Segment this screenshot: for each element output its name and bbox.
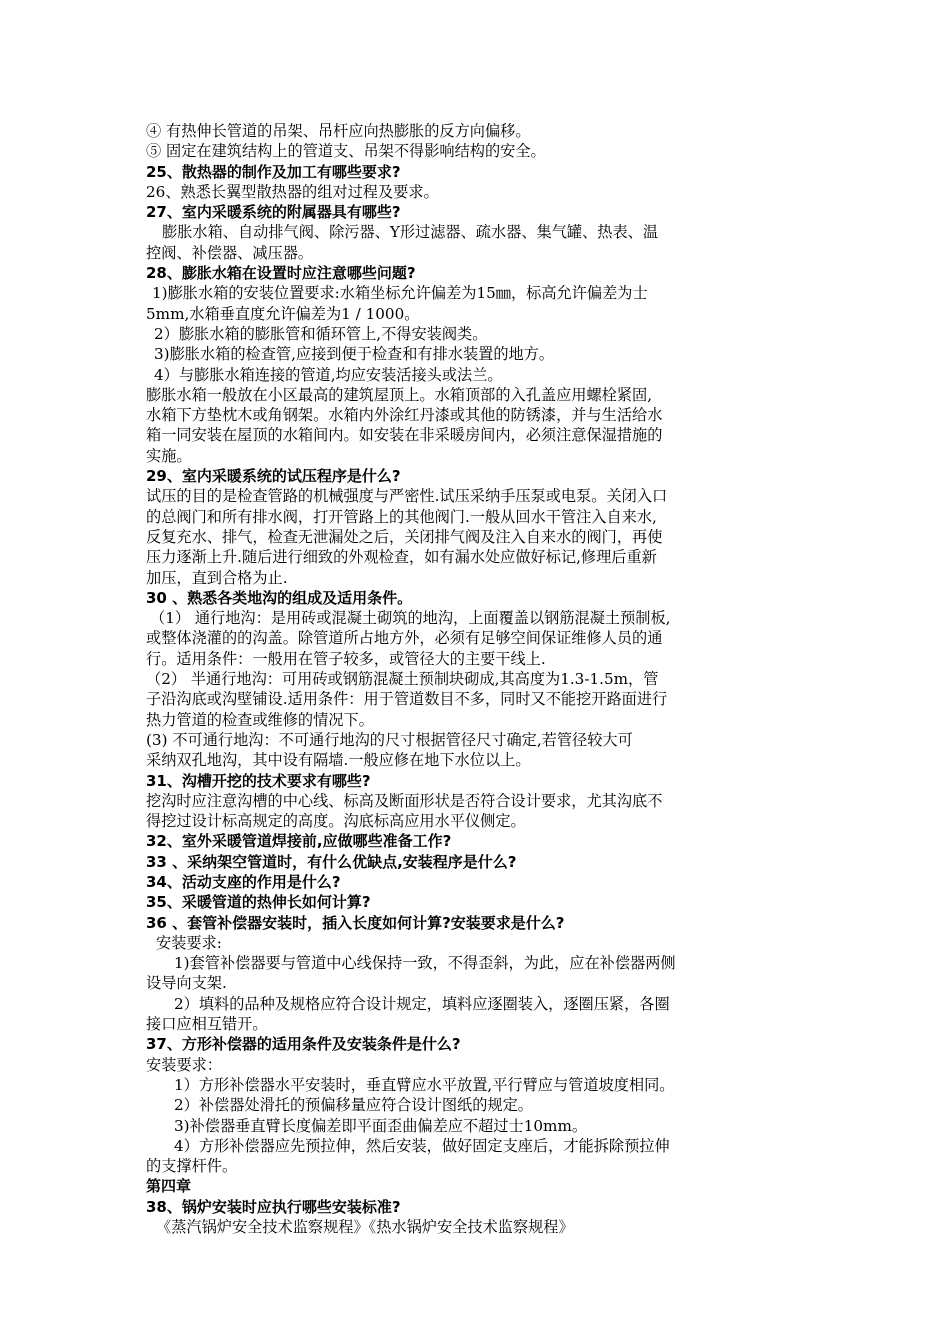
text-line: 控阀、补偿器、减压器。	[146, 243, 314, 262]
text-line: 行。适用条件：一般用在管子较多，或管径大的主要干线上.	[146, 649, 546, 668]
text-line: 的支撑杆件。	[146, 1157, 238, 1176]
text-line: 《蒸汽锅炉安全技术监察规程》《热水锅炉安全技术监察规程》	[156, 1218, 574, 1237]
text-line: 加压，直到合格为止.	[146, 568, 288, 587]
text-line: 26、熟悉长翼型散热器的组对过程及要求。	[146, 182, 439, 201]
text-line: (3) 不可通行地沟：不可通行地沟的尺寸根据管径尺寸确定,若管径较大可	[146, 730, 633, 749]
question-heading: 31、沟槽开挖的技术要求有哪些?	[146, 771, 371, 790]
text-line: 得挖过设计标高规定的高度。沟底标高应用水平仪侧定。	[146, 812, 526, 831]
text-line: 水箱下方垫枕木或角钢架。水箱内外涂红丹漆或其他的防锈漆，并与生活给水	[146, 406, 663, 425]
text-line: 4）方形补偿器应先预拉伸，然后安装，做好固定支座后，才能拆除预拉伸	[174, 1136, 670, 1155]
question-heading: 29、室内采暖系统的试压程序是什么?	[146, 467, 401, 486]
text-line: （2） 半通行地沟：可用砖或钢筋混凝土预制块砌成,其高度为1.3-1.5m，管	[146, 670, 659, 689]
text-line: 1）方形补偿器水平安装时，垂直臂应水平放置,平行臂应与管道坡度相同。	[174, 1075, 675, 1094]
text-line: 膨胀水箱一般放在小区最高的建筑屋顶上。水箱顶部的入孔盖应用螺栓紧固,	[146, 385, 653, 404]
text-line: 5mm,水箱垂直度允许偏差为1 / 1000。	[146, 304, 420, 323]
text-line: 实施。	[146, 446, 192, 465]
text-line: 设导向支架.	[146, 974, 227, 993]
question-heading: 第四章	[146, 1177, 192, 1196]
question-heading: 27、室内采暖系统的附属器具有哪些?	[146, 203, 401, 222]
text-line: 2）膨胀水箱的膨胀管和循环管上,不得安装阀类。	[154, 324, 488, 343]
text-line: 3)膨胀水箱的检查管,应接到便于检查和有排水装置的地方。	[154, 345, 555, 364]
question-heading: 25、散热器的制作及加工有哪些要求?	[146, 162, 401, 181]
question-heading: 38、锅炉安装时应执行哪些安装标准?	[146, 1197, 401, 1216]
question-heading: 34、活动支座的作用是什么?	[146, 872, 341, 891]
text-line: ④ 有热伸长管道的吊架、吊杆应向热膨胀的反方向偏移。	[146, 122, 531, 140]
text-line: 安装要求:	[156, 933, 222, 952]
text-line: 4）与膨胀水箱连接的管道,均应安装活接头或法兰。	[154, 365, 503, 384]
text-line: 子沿沟底或沟壁铺设.适用条件：用于管道数目不多，同时又不能挖开路面进行	[146, 690, 668, 709]
text-line: 采纳双孔地沟，其中设有隔墙.一般应修在地下水位以上。	[146, 751, 531, 770]
question-heading: 33 、采纳架空管道时，有什么优缺点,安装程序是什么?	[146, 852, 517, 871]
question-heading: 35、采暖管道的热伸长如何计算?	[146, 893, 371, 912]
text-line: 反复充水、排气，检查无泄漏处之后，关闭排气阀及注入自来水的阀门，再使	[146, 527, 663, 546]
text-line: 1)膨胀水箱的安装位置要求:水箱坐标允许偏差为15㎜，标高允许偏差为士	[152, 284, 648, 303]
text-line: 膨胀水箱、自动排气阀、除污器、Y形过滤器、疏水器、集气罐、热表、温	[162, 223, 659, 242]
text-line: 的总阀门和所有排水阀，打开管路上的其他阀门.一般从回水干管注入自来水,	[146, 507, 657, 526]
text-line: 2）补偿器处滑托的预偏移量应符合设计图纸的规定。	[174, 1096, 533, 1115]
text-line: 2）填料的品种及规格应符合设计规定，填料应逐圈装入，逐圈压紧，各圈	[174, 994, 670, 1013]
text-line: 或整体浇灌的的沟盖。除管道所占地方外，必须有足够空间保证维修人员的通	[146, 629, 663, 648]
text-line: 热力管道的检查或维修的情况下。	[146, 710, 374, 729]
text-line: 安装要求：	[146, 1055, 222, 1074]
question-heading: 37、方形补偿器的适用条件及安装条件是什么?	[146, 1035, 461, 1054]
document-body	[146, 121, 806, 1237]
text-line: ⑤ 固定在建筑结构上的管道支、吊架不得影响结构的安全。	[146, 142, 546, 161]
text-line: 箱一同安装在屋顶的水箱间内。如安装在非采暖房间内，必须注意保湿措施的	[146, 426, 663, 445]
text-line: 1)套管补偿器要与管道中心线保持一致，不得歪斜，为此，应在补偿器两侧	[174, 954, 676, 973]
question-heading: 36 、套管补偿器安装时，插入长度如何计算?安装要求是什么?	[146, 913, 565, 932]
question-heading: 30 、熟悉各类地沟的组成及适用条件。	[146, 588, 413, 607]
text-line: 接口应相互错开。	[146, 1015, 268, 1034]
text-line: 试压的目的是检查管路的机械强度与严密性.试压采纳手压泵或电泵。关闭入口	[146, 487, 668, 506]
text-line: 挖沟时应注意沟槽的中心线、标高及断面形状是否符合设计要求，尤其沟底不	[146, 791, 663, 810]
question-heading: 28、膨胀水箱在设置时应注意哪些问题?	[146, 264, 416, 283]
text-line: 压力逐渐上升.随后进行细致的外观检查，如有漏水处应做好标记,修理后重新	[146, 548, 657, 567]
text-line: 3)补偿器垂直臂长度偏差即平面歪曲偏差应不超过士10mm。	[174, 1116, 588, 1135]
text-line: （1） 通行地沟：是用砖或混凝土砌筑的地沟，上面覆盖以钢筋混凝土预制板,	[150, 609, 671, 628]
question-heading: 32、室外采暖管道焊接前,应做哪些准备工作?	[146, 832, 452, 851]
